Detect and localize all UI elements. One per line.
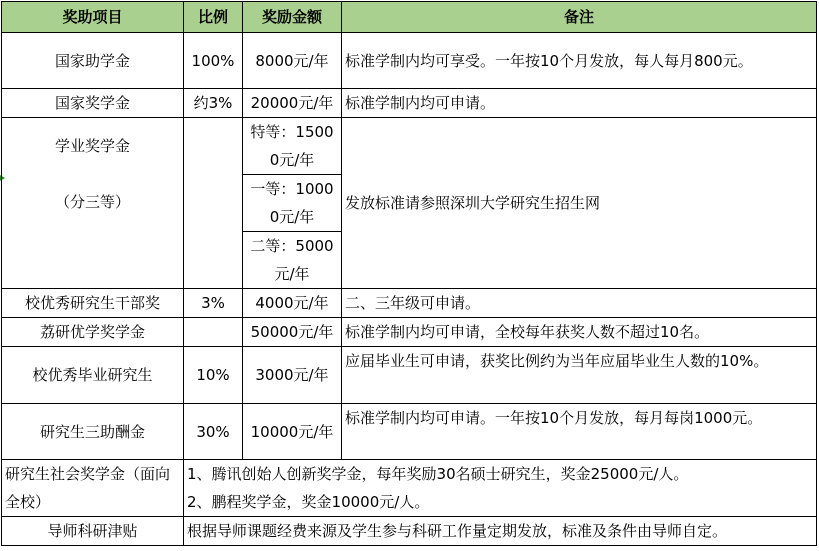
header-row (2, 2, 817, 33)
table-row (2, 318, 817, 347)
row-item: 校优秀毕业研究生 (2, 347, 184, 404)
row-remark: 标准学制内均可申请，全校每年获奖人数不超过10名。 (342, 318, 817, 347)
row-ratio: 100% (184, 33, 243, 89)
tier-special: 特等：15000元/年 (243, 118, 342, 175)
academic-item-title: 学业奖学金 (54, 137, 130, 155)
row-ratio: 约3% (184, 89, 243, 118)
row-item-academic (2, 118, 184, 289)
row-item: 导师科研津贴 (2, 517, 184, 546)
table-row (2, 460, 817, 517)
row-amount: 3000元/年 (243, 347, 342, 404)
table-row (2, 33, 817, 89)
table-row (2, 289, 817, 318)
row-remark: 标准学制内均可申请。 (342, 89, 817, 118)
table-row (2, 347, 817, 404)
header-remark: 备注 (342, 2, 817, 33)
row-remark: 发放标准请参照深圳大学研究生招生网 (342, 118, 817, 289)
scholarship-table (1, 1, 817, 546)
row-ratio (184, 118, 243, 289)
row-amount: 4000元/年 (243, 289, 342, 318)
row-ratio: 30% (184, 404, 243, 460)
row-amount: 20000元/年 (243, 89, 342, 118)
row-amount: 10000元/年 (243, 404, 342, 460)
row-ratio: 10% (184, 347, 243, 404)
row-amount: 50000元/年 (243, 318, 342, 347)
row-item: 研究生三助酬金 (2, 404, 184, 460)
row-remark: 标准学制内均可申请。一年按10个月发放，每月每岗1000元。 (342, 404, 817, 460)
row-item: 校优秀研究生干部奖 (2, 289, 184, 318)
row-remark: 二、三年级可申请。 (342, 289, 817, 318)
row-item: 荔研优学奖学金 (2, 318, 184, 347)
table-row (2, 89, 817, 118)
row-ratio: 3% (184, 289, 243, 318)
header-amount: 奖励金额 (243, 2, 342, 33)
table-row (2, 118, 817, 175)
remark-line: 1、腾讯创始人创新奖学金，每年奖励30名硕士研究生，奖金25000元/人。 (187, 465, 689, 483)
row-remark: 标准学制内均可享受。一年按10个月发放，每人每月800元。 (342, 33, 817, 89)
row-item: 研究生社会奖学金（面向全校） (2, 460, 184, 517)
academic-item-note: （分三等） (54, 193, 130, 211)
row-remark: 应届毕业生可申请，获奖比例约为当年应届毕业生人数的10%。 (342, 347, 817, 404)
row-remark: 根据导师课题经费来源及学生参与科研工作量定期发放，标准及条件由导师自定。 (184, 517, 817, 546)
row-amount: 8000元/年 (243, 33, 342, 89)
header-item: 奖助项目 (2, 2, 184, 33)
table-row (2, 517, 817, 546)
row-ratio (184, 318, 243, 347)
row-item: 国家奖学金 (2, 89, 184, 118)
row-item: 国家助学金 (2, 33, 184, 89)
table-row (2, 404, 817, 460)
row-remark (184, 460, 817, 517)
tier-second: 二等：5000元/年 (243, 232, 342, 289)
remark-line: 2、鹏程奖学金，奖金10000元/人。 (187, 493, 430, 511)
tier-first: 一等：10000元/年 (243, 175, 342, 232)
header-ratio: 比例 (184, 2, 243, 33)
